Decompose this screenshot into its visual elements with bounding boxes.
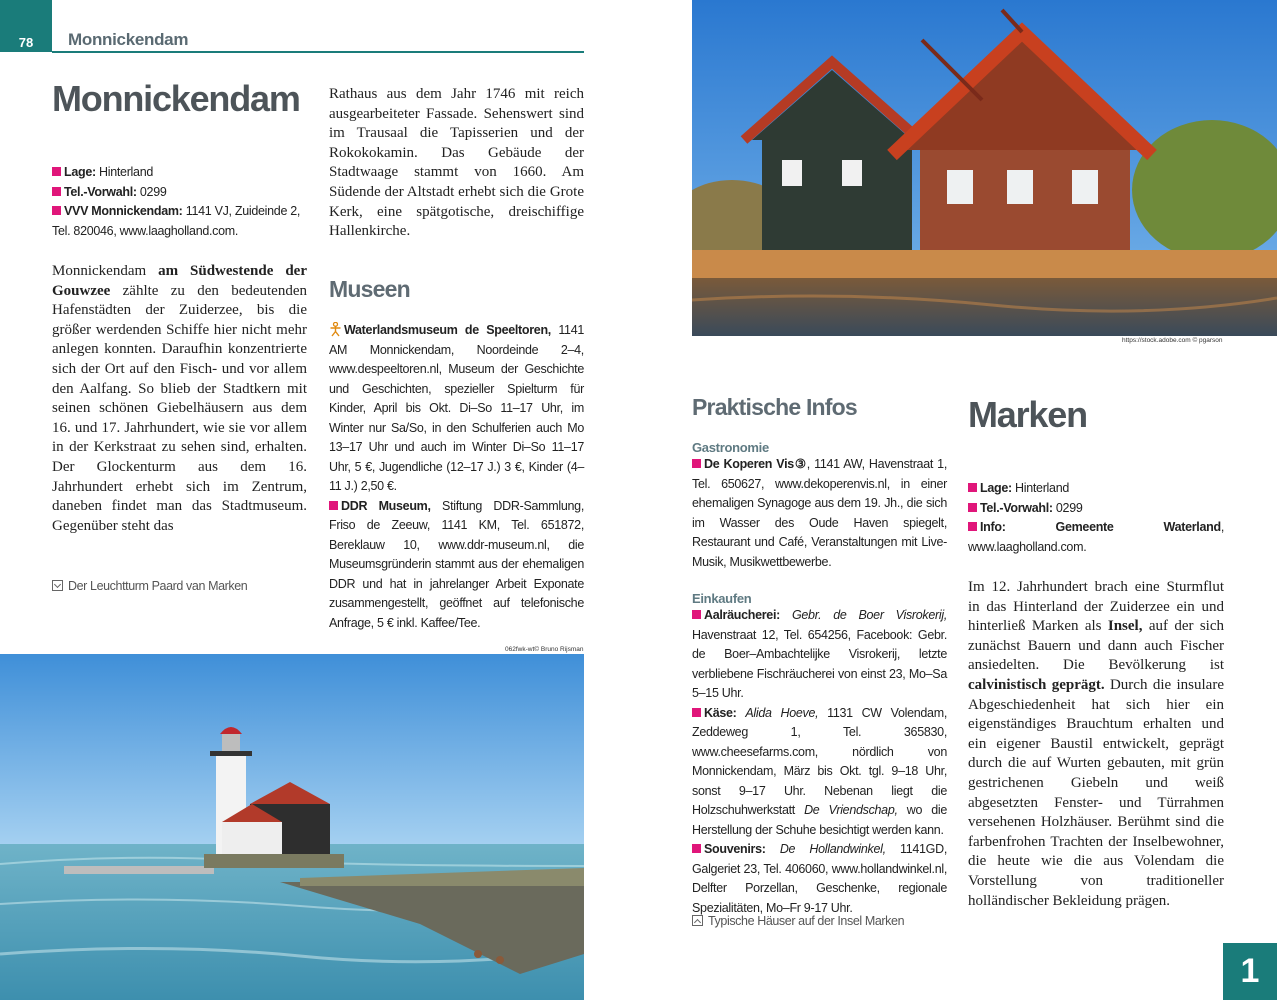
marken-title: Marken	[968, 394, 1087, 435]
info-line: Lage: Hinterland	[52, 163, 308, 183]
houses-caption: Typische Häuser auf der Insel Marken	[692, 914, 904, 928]
monnickendam-body-cont: Rathaus aus dem Jahr 1746 mit reich ausgearbeiteter Fassade. Sehenswert sind im Trausaal die Tapisserien und der Rokokokamin. Das Gebäude der Stadtwaage stammt von 1660. Am Südende der Altstadt erhebt sich die Grote Kerk, eine spätgotische, dreischiffige Hallenkirche.	[329, 86, 584, 240]
category-gastronomie: Gastronomie	[692, 440, 769, 455]
info-line: VVV Monnickendam: 1141 VJ, Zuideinde 2, Tel. 820046, www.laagholland.com.	[52, 204, 301, 238]
praktische-list	[692, 438, 947, 918]
marken-body: Im 12. Jahrhundert brach eine Sturmflut in das Hinterland der Zuiderzee ein und hinterließ Marken als Insel, auf der sich zunächst Bauern und dann auch Fischer ansiedelten. Die Bevölkerung ist calvinistisch geprägt. Durch die insulare Abgeschiedenheit hat sich hier ein eigenständiges Brauchtum erhalten und ein eigener Baustil entwickelt, geprägt durch die auf Wurten gebauten, mit grün gestrichenen Giebeln und weiß abgesetzten Fenster- und Türrahmen versehenen Holzhäuser. Berühmt sind die farbenfrohen Trachten der Inselbewohner, die heute wie die aus Volendam die Vorstellung von traditioneller holländischer Bekleidung prägen.	[968, 579, 1225, 909]
bullet-icon	[692, 459, 701, 468]
praktische-entry: De Koperen Vis③, 1141 AW, Havenstraat 1, Tel. 650627, www.dekoperenvis.nl, in einer ehemaligen Synagoge aus dem 19. Jh., die sich im Wasser des Oude Haven spiegelt, Restaurant und Café, Veranstaltungen mit Live-Musik, Musikwettbewerbe.	[692, 457, 948, 569]
header-rule	[52, 51, 584, 53]
museen-list	[329, 321, 584, 633]
monnickendam-info	[52, 163, 308, 241]
running-head: Monnickendam	[68, 30, 189, 49]
chapter-tab: 1	[1223, 943, 1277, 1000]
houses-photo-credit: https://stock.adobe.com © pgarson	[1122, 337, 1223, 344]
page-number: 78	[0, 0, 52, 52]
info-line: Info: Gemeente Waterland, www.laagholland.com.	[968, 520, 1224, 554]
museen-title: Museen	[329, 276, 410, 302]
lighthouse-caption: Der Leuchtturm Paard van Marken	[52, 579, 247, 593]
arrow-up-box-icon	[692, 915, 703, 926]
info-line: Tel.-Vorwahl: 0299	[52, 183, 308, 203]
monnickendam-body: Monnickendam am Südwestende der Gouwzee zählte zu den bedeutenden Hafenstädten der Zuiderzee, bis die größer werdenden Schiffe hier nicht mehr anlegen konnten. Daraufhin konzentrierte sich der Ort auf den Fisch- und vor allem den Aalfang. So blieb der Stadtkern mit seinen schönen Giebelhäusern aus dem 16. und 17. Jahrhundert, wie sie vor allem in der Kerkstraat zu sehen sind, erhalten. Der Glockenturm aus dem 16. Jahrhundert erhebt sich im Zentrum, daneben findet man das Stadtmuseum. Gegenüber steht das	[52, 263, 307, 534]
info-line: Lage: Hinterland	[968, 479, 1224, 499]
bullet-icon	[692, 610, 701, 619]
monnickendam-title: Monnickendam	[52, 78, 300, 119]
bullet-icon	[52, 167, 61, 176]
bullet-icon	[968, 483, 977, 492]
bullet-icon	[968, 522, 977, 531]
bullet-icon	[329, 501, 338, 510]
marken-info	[968, 479, 1224, 557]
bullet-icon	[968, 503, 977, 512]
bullet-icon	[52, 206, 61, 215]
praktische-entry: Aalräucherei: Gebr. de Boer Visrokerij, Havenstraat 12, Tel. 654256, Facebook: Gebr. de Boer–Ambachtelijke Visrokerij, letzte verbliebene Fischräucherei von einst 23, Mo–Sa 5–15 Uhr.	[692, 608, 947, 700]
category-einkaufen: Einkaufen	[692, 591, 752, 606]
praktische-entry: Souvenirs: De Hollandwinkel, 1141GD, Galgeriet 23, Tel. 406060, www.hollandwinkel.nl, Delfter Porzellan, Geschenke, regionale Spezialitäten, Mo–Fr 9-17 Uhr.	[692, 842, 947, 915]
child-figure-icon	[329, 322, 342, 336]
museum-entry: DDR Museum, Stiftung DDR-Sammlung, Friso de Zeeuw, 1141 KM, Tel. 651872, Bereklauw 10, www.ddr-museum.nl, die Museumsgründerin stammt aus der ehemaligen DDR und hat in jahrelanger Arbeit Exponate zusammengestellt, geöffnet auf telefonische Anfrage, 5 € inkl. Kaffee/Tee.	[329, 498, 584, 630]
lighthouse-photo	[0, 654, 584, 1000]
bullet-icon	[692, 844, 701, 853]
bullet-icon	[52, 187, 61, 196]
lighthouse-photo-credit: 062fwk-wt© Bruno Rijsman	[505, 646, 584, 653]
bullet-icon	[692, 708, 701, 717]
praktische-entry: Käse: Alida Hoeve, 1131 CW Volendam, Zeddeweg 1, Tel. 365830, www.cheesefarms.com, nördlich von Monnickendam, März bis Okt. tgl. 9–18 Uhr, sonst 9–17 Uhr. Nebenan liegt die Holzschuhwerkstatt De Vriendschap, wo die Herstellung der Schuhe besichtigt werden kann.	[692, 705, 947, 837]
marken-houses-photo	[692, 0, 1277, 336]
info-line: Tel.-Vorwahl: 0299	[968, 499, 1224, 519]
praktische-title: Praktische Infos	[692, 394, 857, 420]
arrow-down-box-icon	[52, 580, 63, 591]
museum-entry: Waterlandsmuseum de Speeltoren, 1141 AM Monnickendam, Noordeinde 2–4, www.despeeltoren.nl, Museum der Geschichte und Geschichten, spezieller Spielturm für Kinder, April bis Okt. Di–So 11–17 Uhr, im Winter nur Sa/So, in den Schulferien auch Mo 13–17 Uhr und auch im Winter Di–So 11–17 Uhr, 5 €, Jugendliche (12–17 J.) 3 €, Kinder (4–11 J.) 2,50 €.	[329, 323, 584, 493]
